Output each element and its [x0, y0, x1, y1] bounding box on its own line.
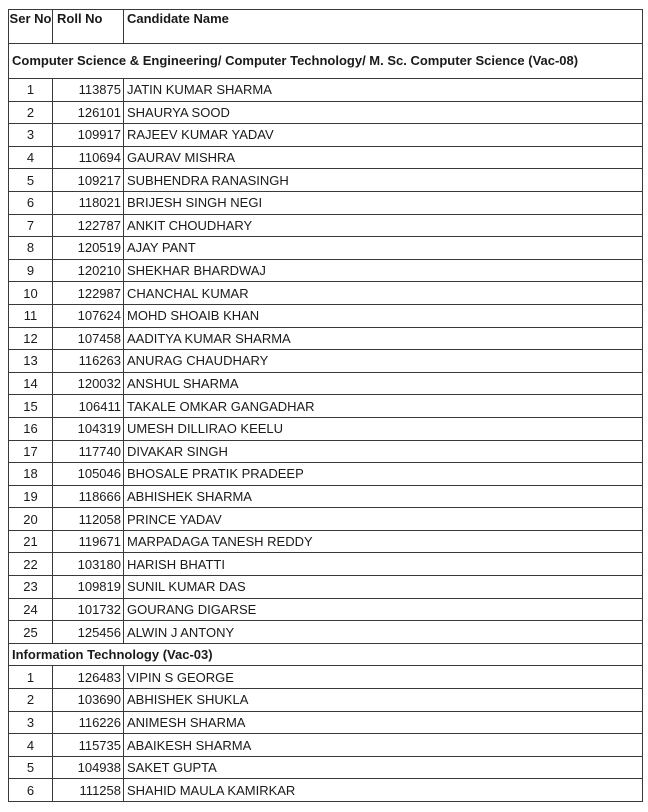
cell-roll-no: 113875	[53, 79, 124, 102]
cell-roll-no: 105046	[53, 463, 124, 486]
cell-ser-no: 13	[9, 350, 53, 373]
cell-ser-no: 20	[9, 508, 53, 531]
table-row	[9, 304, 643, 327]
table-row	[9, 146, 643, 169]
cell-roll-no: 120032	[53, 372, 124, 395]
cell-roll-no: 109917	[53, 124, 124, 147]
table-row	[9, 553, 643, 576]
cell-ser-no: 9	[9, 259, 53, 282]
group-header-row	[9, 44, 643, 79]
header-roll-no: Roll No	[53, 10, 124, 44]
cell-candidate-name: SHEKHAR BHARDWAJ	[124, 259, 643, 282]
cell-candidate-name: ANURAG CHAUDHARY	[124, 350, 643, 373]
cell-ser-no: 21	[9, 530, 53, 553]
cell-roll-no: 118021	[53, 191, 124, 214]
table-row	[9, 237, 643, 260]
table-row	[9, 598, 643, 621]
table-header-row	[9, 10, 643, 44]
table-row	[9, 327, 643, 350]
table-row	[9, 756, 643, 779]
cell-candidate-name: ABHISHEK SHARMA	[124, 485, 643, 508]
cell-roll-no: 101732	[53, 598, 124, 621]
cell-roll-no: 116263	[53, 350, 124, 373]
cell-candidate-name: GOURANG DIGARSE	[124, 598, 643, 621]
cell-ser-no: 2	[9, 101, 53, 124]
table-row	[9, 79, 643, 102]
table-row	[9, 440, 643, 463]
cell-candidate-name: ANKIT CHOUDHARY	[124, 214, 643, 237]
table-row	[9, 191, 643, 214]
group-header-row	[9, 643, 643, 666]
cell-roll-no: 120519	[53, 237, 124, 260]
cell-ser-no: 19	[9, 485, 53, 508]
cell-roll-no: 122787	[53, 214, 124, 237]
cell-candidate-name: GAURAV MISHRA	[124, 146, 643, 169]
cell-roll-no: 109819	[53, 576, 124, 599]
table-row	[9, 689, 643, 712]
table-row	[9, 485, 643, 508]
cell-roll-no: 126101	[53, 101, 124, 124]
cell-roll-no: 120210	[53, 259, 124, 282]
cell-candidate-name: ANIMESH SHARMA	[124, 711, 643, 734]
table-row	[9, 124, 643, 147]
cell-candidate-name: SHAHID MAULA KAMIRKAR	[124, 779, 643, 802]
cell-ser-no: 16	[9, 417, 53, 440]
cell-candidate-name: MOHD SHOAIB KHAN	[124, 304, 643, 327]
cell-roll-no: 106411	[53, 395, 124, 418]
header-candidate-name: Candidate Name	[124, 10, 643, 44]
cell-candidate-name: HARISH BHATTI	[124, 553, 643, 576]
table-row	[9, 259, 643, 282]
table-row	[9, 576, 643, 599]
cell-ser-no: 23	[9, 576, 53, 599]
cell-roll-no: 107624	[53, 304, 124, 327]
cell-ser-no: 1	[9, 79, 53, 102]
table-row	[9, 666, 643, 689]
cell-roll-no: 117740	[53, 440, 124, 463]
cell-ser-no: 12	[9, 327, 53, 350]
cell-ser-no: 5	[9, 756, 53, 779]
cell-roll-no: 103690	[53, 689, 124, 712]
table-row	[9, 282, 643, 305]
cell-roll-no: 122987	[53, 282, 124, 305]
table-row	[9, 169, 643, 192]
candidate-list-sheet	[8, 9, 642, 802]
cell-roll-no: 111258	[53, 779, 124, 802]
cell-candidate-name: AADITYA KUMAR SHARMA	[124, 327, 643, 350]
cell-ser-no: 1	[9, 666, 53, 689]
table-row	[9, 395, 643, 418]
table-row	[9, 214, 643, 237]
table-body	[9, 44, 643, 802]
cell-candidate-name: ABAIKESH SHARMA	[124, 734, 643, 757]
cell-candidate-name: AJAY PANT	[124, 237, 643, 260]
cell-roll-no: 109217	[53, 169, 124, 192]
cell-candidate-name: ALWIN J ANTONY	[124, 621, 643, 644]
cell-roll-no: 107458	[53, 327, 124, 350]
cell-roll-no: 104938	[53, 756, 124, 779]
cell-candidate-name: SUBHENDRA RANASINGH	[124, 169, 643, 192]
cell-candidate-name: SAKET GUPTA	[124, 756, 643, 779]
group-title: Computer Science & Engineering/ Computer Technology/ M. Sc. Computer Science (Vac-08)	[9, 44, 643, 79]
cell-ser-no: 8	[9, 237, 53, 260]
cell-ser-no: 25	[9, 621, 53, 644]
cell-roll-no: 115735	[53, 734, 124, 757]
cell-ser-no: 10	[9, 282, 53, 305]
cell-ser-no: 24	[9, 598, 53, 621]
cell-candidate-name: JATIN KUMAR SHARMA	[124, 79, 643, 102]
table-row	[9, 350, 643, 373]
cell-candidate-name: CHANCHAL KUMAR	[124, 282, 643, 305]
cell-candidate-name: RAJEEV KUMAR YADAV	[124, 124, 643, 147]
cell-roll-no: 125456	[53, 621, 124, 644]
candidate-table	[8, 9, 643, 802]
cell-roll-no: 112058	[53, 508, 124, 531]
table-row	[9, 372, 643, 395]
cell-ser-no: 17	[9, 440, 53, 463]
table-row	[9, 463, 643, 486]
cell-ser-no: 11	[9, 304, 53, 327]
table-row	[9, 711, 643, 734]
cell-ser-no: 14	[9, 372, 53, 395]
table-row	[9, 779, 643, 802]
cell-ser-no: 3	[9, 124, 53, 147]
header-ser-no: Ser No	[9, 10, 53, 44]
cell-candidate-name: VIPIN S GEORGE	[124, 666, 643, 689]
cell-ser-no: 6	[9, 779, 53, 802]
cell-ser-no: 2	[9, 689, 53, 712]
group-title: Information Technology (Vac-03)	[9, 643, 643, 666]
cell-ser-no: 6	[9, 191, 53, 214]
cell-roll-no: 119671	[53, 530, 124, 553]
table-row	[9, 734, 643, 757]
cell-ser-no: 4	[9, 734, 53, 757]
table-row	[9, 508, 643, 531]
cell-roll-no: 116226	[53, 711, 124, 734]
cell-ser-no: 22	[9, 553, 53, 576]
cell-ser-no: 15	[9, 395, 53, 418]
cell-candidate-name: BRIJESH SINGH NEGI	[124, 191, 643, 214]
cell-roll-no: 118666	[53, 485, 124, 508]
cell-candidate-name: ABHISHEK SHUKLA	[124, 689, 643, 712]
cell-roll-no: 104319	[53, 417, 124, 440]
table-row	[9, 621, 643, 644]
cell-candidate-name: UMESH DILLIRAO KEELU	[124, 417, 643, 440]
table-row	[9, 530, 643, 553]
cell-roll-no: 126483	[53, 666, 124, 689]
cell-ser-no: 4	[9, 146, 53, 169]
cell-ser-no: 7	[9, 214, 53, 237]
cell-ser-no: 18	[9, 463, 53, 486]
cell-candidate-name: TAKALE OMKAR GANGADHAR	[124, 395, 643, 418]
cell-roll-no: 103180	[53, 553, 124, 576]
cell-roll-no: 110694	[53, 146, 124, 169]
cell-candidate-name: ANSHUL SHARMA	[124, 372, 643, 395]
table-row	[9, 101, 643, 124]
cell-candidate-name: SUNIL KUMAR DAS	[124, 576, 643, 599]
cell-candidate-name: PRINCE YADAV	[124, 508, 643, 531]
cell-candidate-name: MARPADAGA TANESH REDDY	[124, 530, 643, 553]
cell-ser-no: 3	[9, 711, 53, 734]
cell-candidate-name: BHOSALE PRATIK PRADEEP	[124, 463, 643, 486]
cell-candidate-name: DIVAKAR SINGH	[124, 440, 643, 463]
cell-ser-no: 5	[9, 169, 53, 192]
cell-candidate-name: SHAURYA SOOD	[124, 101, 643, 124]
table-row	[9, 417, 643, 440]
